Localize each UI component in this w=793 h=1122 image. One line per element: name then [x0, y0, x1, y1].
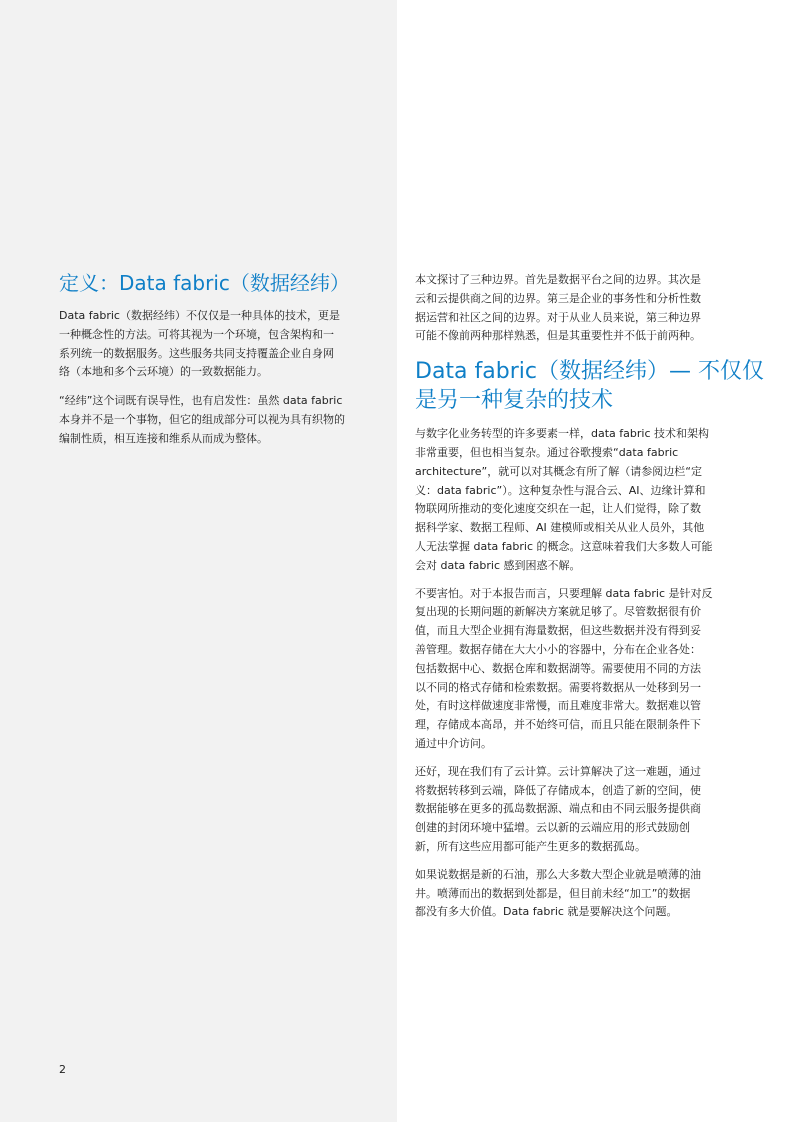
sidebar-heading: 定义：Data fabric（数据经纬）: [59, 271, 350, 295]
definition-sidebar: [59, 268, 369, 459]
body-paragraph-2: 不要害怕。对于本报告而言，只要理解 data fabric 是针对反 复出现的长期问题的新解决方案就足够了。尽管数据很有价 值，而且大型企业拥有海量数据，但这些数据并没有得到妥 善管理。数据存储在大大小小的容器中，分布在企业各处： 包括数据中心、数据仓库和数据湖等。需要使用不同的方法 以不同的格式存储和检索数据。需要将数据从一处移到另一 处，有时这样做速度非常慢，而且难度非常大。数据难以管 理，存储成本高昂，并不始终可信，而且只能在限制条件下 通过中介访问。: [415, 586, 713, 750]
body-paragraph-4: 如果说数据是新的石油，那么大多数大型企业就是喷薄的油 井。喷薄而出的数据到处都是，但目前未经“加工”的数据 都没有多大价值。Data fabric 就是要解决这个问题。: [415, 867, 701, 919]
main-article: [415, 271, 764, 931]
intro-paragraph: 本文探讨了三种边界。首先是数据平台之间的边界。其次是 云和云提供商之间的边界。第三是企业的事务性和分析性数 据运营和社区之间的边界。对于从业人员来说，第三种边界 可能不像前两种那样熟悉，但是其重要性并不低于前两种。: [415, 273, 701, 343]
body-paragraph-3: 还好，现在我们有了云计算。云计算解决了这一难题，通过 将数据转移到云端，降低了存储成本，创造了新的空间，使 数据能够在更多的孤岛数据源、端点和由不同云服务提供商 创建的封闭环境中猛增。云以新的云端应用的形式鼓励创 新，所有这些应用都可能产生更多的数据孤岛。: [415, 764, 701, 853]
page-number: 2: [59, 1063, 66, 1076]
section-heading: Data fabric（数据经纬）— 不仅仅 是另一种复杂的技术: [415, 359, 764, 414]
sidebar-paragraph-1: Data fabric（数据经纬）不仅仅是一种具体的技术，更是 一种概念性的方法。可将其视为一个环境，包含架构和一 系列统一的数据服务。这些服务共同支持覆盖企业自身网 络（本地和多个云环境）的一致数据能力。: [59, 309, 340, 379]
body-paragraph-1: 与数字化业务转型的许多要素一样，data fabric 技术和架构 非常重要，但也相当复杂。通过谷歌搜索“data fabric architecture”，就可以对其概念有所了解（请参阅边栏“定 义：data fabric”）。这种复杂性与混合云、AI、边缘计算和 物联网所推动的变化速度交织在一起，让人们觉得，除了数 据科学家、数据工程师、AI 建模师或相关从业人员外，其他 人无法掌握 data fabric 的概念。这意味着我们大多数人可能 会对 data fabric 感到困惑不解。: [415, 427, 713, 572]
sidebar-paragraph-2: “经纬”这个词既有误导性，也有启发性：虽然 data fabric 本身并不是一个事物，但它的组成部分可以视为具有织物的 编制性质，相互连接和维系从而成为整体。: [59, 394, 345, 445]
